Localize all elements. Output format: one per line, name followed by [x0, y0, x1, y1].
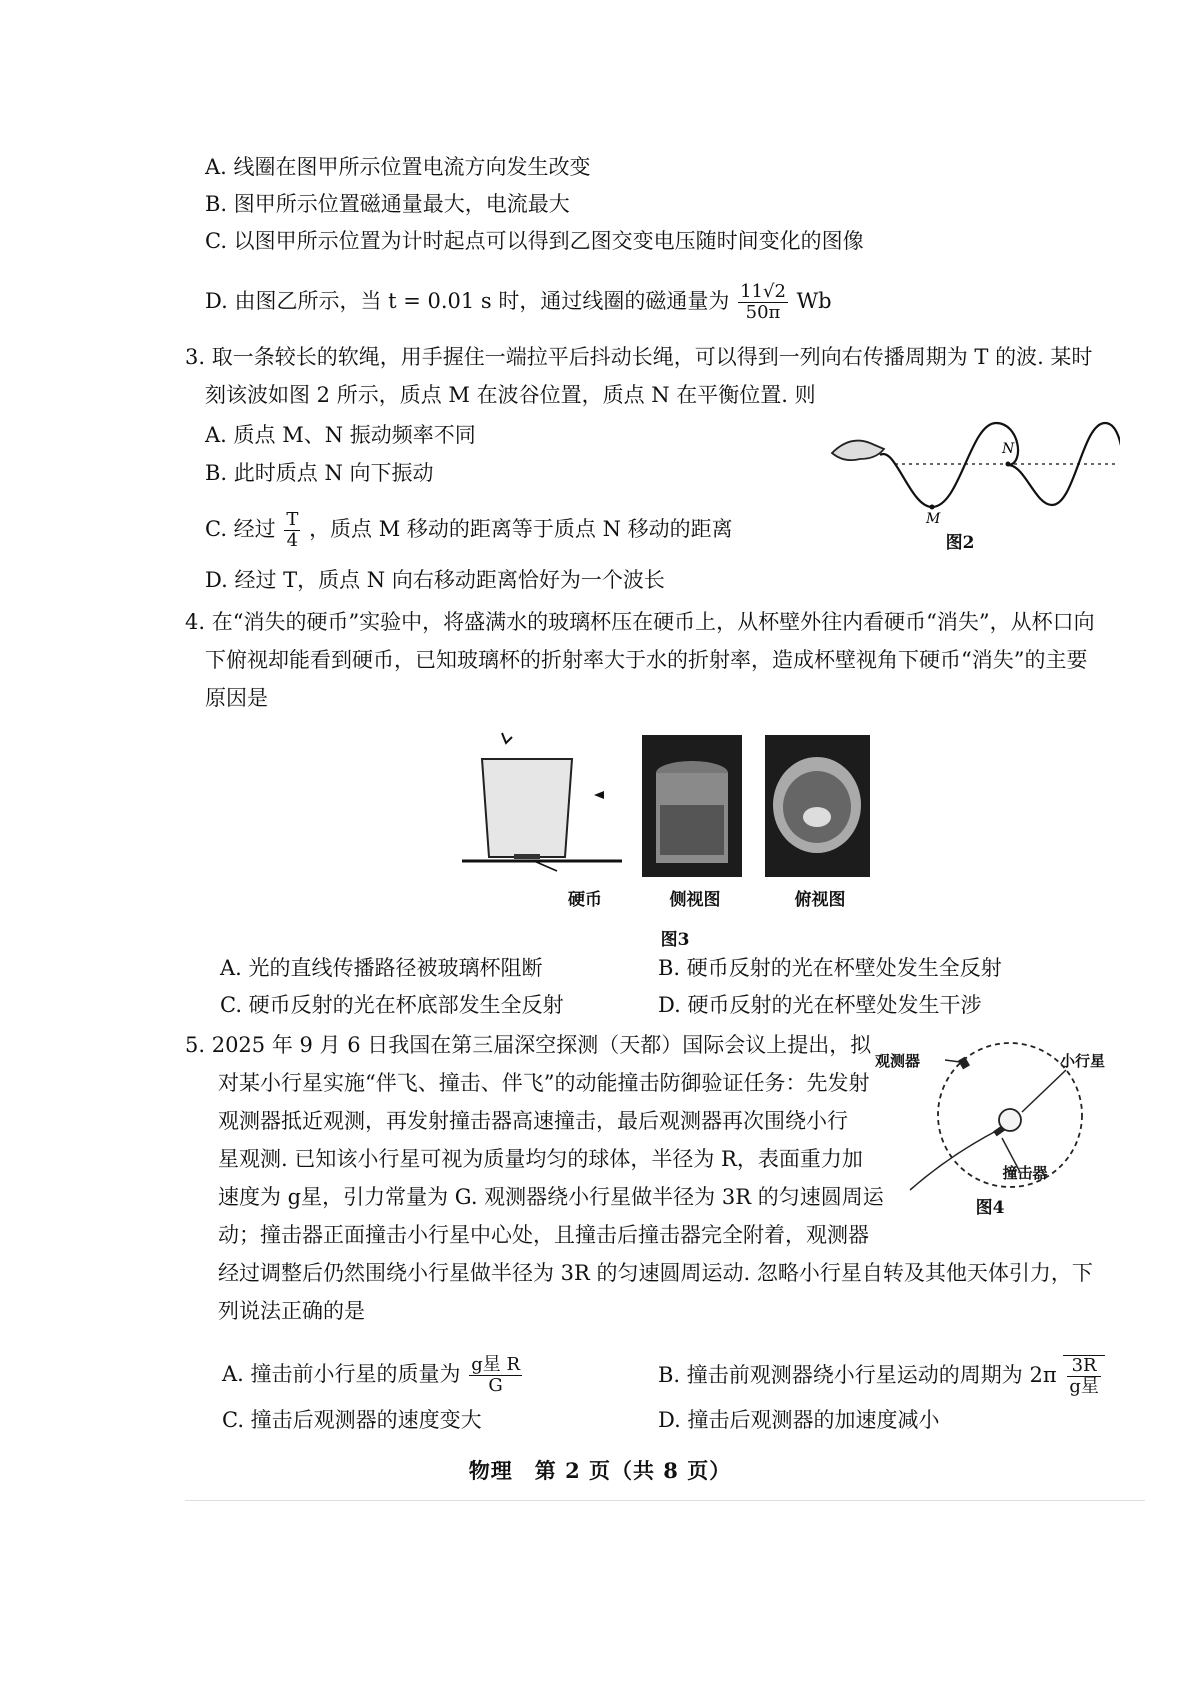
q2-flux-numerator: 11√2: [740, 281, 786, 302]
q5-mass-denominator: G: [488, 1374, 503, 1396]
q5-period-fraction: [1067, 1356, 1101, 1397]
figure-2-wave: [820, 415, 1120, 525]
point-m-marker: [930, 505, 935, 510]
q5-option-a-text: A. 撞击前小行星的质量为: [222, 1361, 461, 1386]
q5-option-d: D. 撞击后观测器的加速度减小: [658, 1408, 940, 1432]
q3-option-d: D. 经过 T，质点 N 向右移动距离恰好为一个波长: [205, 568, 665, 592]
figure-3-caption: 图3: [660, 930, 690, 950]
label-n: N: [1002, 441, 1015, 457]
asteroid-pointer: [1022, 1070, 1066, 1112]
q4-option-d: D. 硬币反射的光在杯壁处发生干涉: [658, 993, 982, 1017]
wave-curve: [880, 423, 1120, 507]
q5-option-b: [658, 1355, 1105, 1397]
coin-label: 硬币: [568, 890, 602, 910]
observer-pointer: [945, 1060, 960, 1062]
q5-stem-line6: 动；撞击器正面撞击小行星中心处，且撞击后撞击器完全附着，观测器: [218, 1223, 869, 1247]
q5-stem-line4: 星观测. 已知该小行星可视为质量均匀的球体，半径为 R，表面重力加: [218, 1147, 863, 1171]
q5-option-a: [222, 1355, 524, 1396]
side-view-photo: [642, 735, 742, 877]
q5-period-sqrt: [1063, 1355, 1105, 1397]
impactor-path: [910, 1130, 998, 1190]
coin-shape: [514, 854, 540, 859]
q3-option-a: A. 质点 M、N 振动频率不同: [205, 423, 476, 447]
q5-period-denominator: g星: [1069, 1375, 1099, 1397]
point-n-marker: [1006, 462, 1011, 467]
q2-flux-unit: Wb: [796, 288, 832, 313]
footer-divider: [185, 1500, 1145, 1501]
q2-option-d-text: D. 由图乙所示，当 t = 0.01 s 时，通过线圈的磁通量为: [205, 288, 730, 313]
hand-icon: [832, 441, 884, 461]
top-view-photo: [765, 735, 870, 877]
q2-option-d: [205, 282, 832, 323]
q2-option-c: C. 以图甲所示位置为计时起点可以得到乙图交变电压随时间变化的图像: [205, 229, 864, 253]
q4-stem-line1: 4. 在“消失的硬币”实验中，将盛满水的玻璃杯压在硬币上，从杯壁外往内看硬币“消失”，从杯口向: [185, 610, 1095, 634]
q5-stem-line3: 观测器抵近观测，再发射撞击器高速撞击，最后观测器再次围绕小行: [218, 1109, 848, 1133]
q3-fraction-denominator: 4: [286, 529, 299, 551]
q3-option-b: B. 此时质点 N 向下振动: [205, 461, 434, 485]
q5-stem-line1: 5. 2025 年 9 月 6 日我国在第三届深空探测（天都）国际会议上提出，拟: [185, 1033, 872, 1057]
q4-stem-line2: 下俯视却能看到硬币，已知玻璃杯的折射率大于水的折射率，造成杯壁视角下硬币“消失”的主要: [205, 648, 1088, 672]
q4-stem-line3: 原因是: [205, 686, 268, 710]
q3-option-c-post: ，质点 M 移动的距离等于质点 N 移动的距离: [309, 516, 733, 541]
q2-option-a: A. 线圈在图甲所示位置电流方向发生改变: [205, 155, 591, 179]
impactor-label: 撞击器: [1002, 1164, 1048, 1182]
q5-stem-line5: 速度为 g星，引力常量为 G. 观测器绕小行星做半径为 3R 的匀速圆周运: [218, 1185, 884, 1209]
q3-fraction-numerator: T: [286, 509, 299, 530]
page-footer: 物理 第 2 页（共 8 页）: [468, 1458, 732, 1483]
q3-stem-line1: 3. 取一条较长的软绳，用手握住一端拉平后抖动长绳，可以得到一列向右传播周期为 T 的波. 某时: [185, 345, 1093, 369]
q2-flux-denominator: 50π: [745, 301, 781, 323]
eye-top-icon: [502, 733, 512, 743]
glass-cup: [482, 759, 572, 857]
cup-water-side: [660, 805, 724, 855]
label-m: M: [926, 511, 941, 525]
figure-2-caption: 图2: [945, 533, 975, 553]
q2-flux-fraction: [738, 282, 788, 323]
q5-stem-line2: 对某小行星实施“伴飞、撞击、伴飞”的动能撞击防御验证任务：先发射: [218, 1071, 870, 1095]
q4-option-b: B. 硬币反射的光在杯壁处发生全反射: [658, 956, 1002, 980]
q5-mass-fraction: [469, 1355, 522, 1396]
top-view-label: 俯视图: [794, 890, 846, 910]
q3-stem-line2: 刻该波如图 2 所示，质点 M 在波谷位置，质点 N 在平衡位置. 则: [205, 383, 816, 407]
q5-stem-line8: 列说法正确的是: [218, 1299, 365, 1323]
q3-quarter-period-fraction: [284, 510, 300, 551]
observer-probe: [958, 1057, 970, 1070]
q5-period-numerator: 3R: [1067, 1356, 1101, 1377]
q4-option-c: C. 硬币反射的光在杯底部发生全反射: [220, 993, 564, 1017]
coin-visible-top: [803, 807, 831, 827]
figure-4-caption: 图4: [975, 1198, 1005, 1218]
q5-stem-line7: 经过调整后仍然围绕小行星做半径为 3R 的匀速圆周运动. 忽略小行星自转及其他天体引力，下: [218, 1261, 1093, 1285]
q2-option-b: B. 图甲所示位置磁通量最大，电流最大: [205, 192, 570, 216]
q3-option-c-pre: C. 经过: [205, 516, 276, 541]
eye-side-icon: [594, 791, 604, 799]
observer-label: 观测器: [875, 1052, 921, 1070]
q3-option-c: [205, 510, 733, 551]
side-view-label: 侧视图: [669, 890, 721, 910]
figure-3-cup-diagram: [462, 725, 632, 875]
q5-option-c: C. 撞击后观测器的速度变大: [222, 1408, 482, 1432]
q5-mass-numerator: g星 R: [471, 1354, 520, 1375]
asteroid-label: 小行星: [1060, 1052, 1106, 1070]
q5-option-b-text: B. 撞击前观测器绕小行星运动的周期为 2π: [658, 1362, 1057, 1387]
q4-option-a: A. 光的直线传播路径被玻璃杯阻断: [220, 956, 543, 980]
